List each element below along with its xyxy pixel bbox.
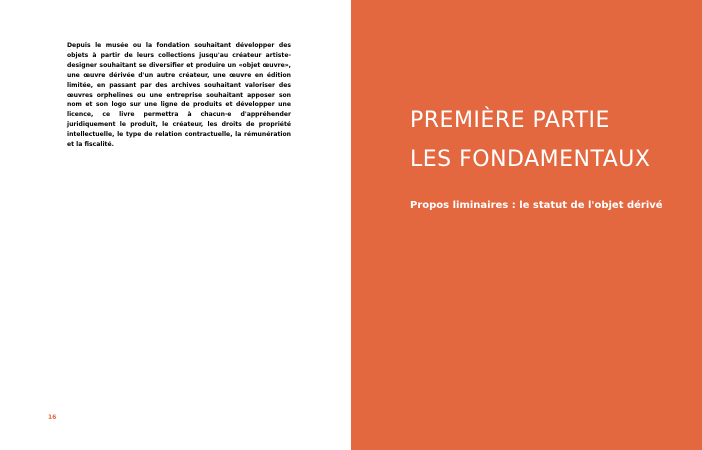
part-title-line-1: PREMIÈRE PARTIE [410, 108, 610, 133]
part-title-line-2: LES FONDAMENTAUX [410, 147, 651, 172]
section-subtitle: Propos liminaires : le statut de l'objet dérivé [410, 200, 663, 211]
page-number: 16 [48, 414, 57, 421]
part-title [410, 101, 650, 179]
body-paragraph: Depuis le musée ou la fondation souhaitant développer des objets à partir de leurs collections jusqu'au créateur artiste-designer souhaitant se diversifier et produire un «objet œuvre», une œuvre dérivée d'un autre créateur, une œuvre en édition limitée, en passant par des archives souhaitant valoriser des œuvres orphelines ou une entreprise souhaitant apposer son nom et son logo sur une ligne de produits et développer une licence, ce livre permettra à chacun·e d'appréhender juridiquement le produit, le créateur, les droits de propriété intellectuelle, le type de relation contractuelle, la rémunération et la fiscalité. [67, 42, 291, 149]
right-page [351, 0, 702, 450]
